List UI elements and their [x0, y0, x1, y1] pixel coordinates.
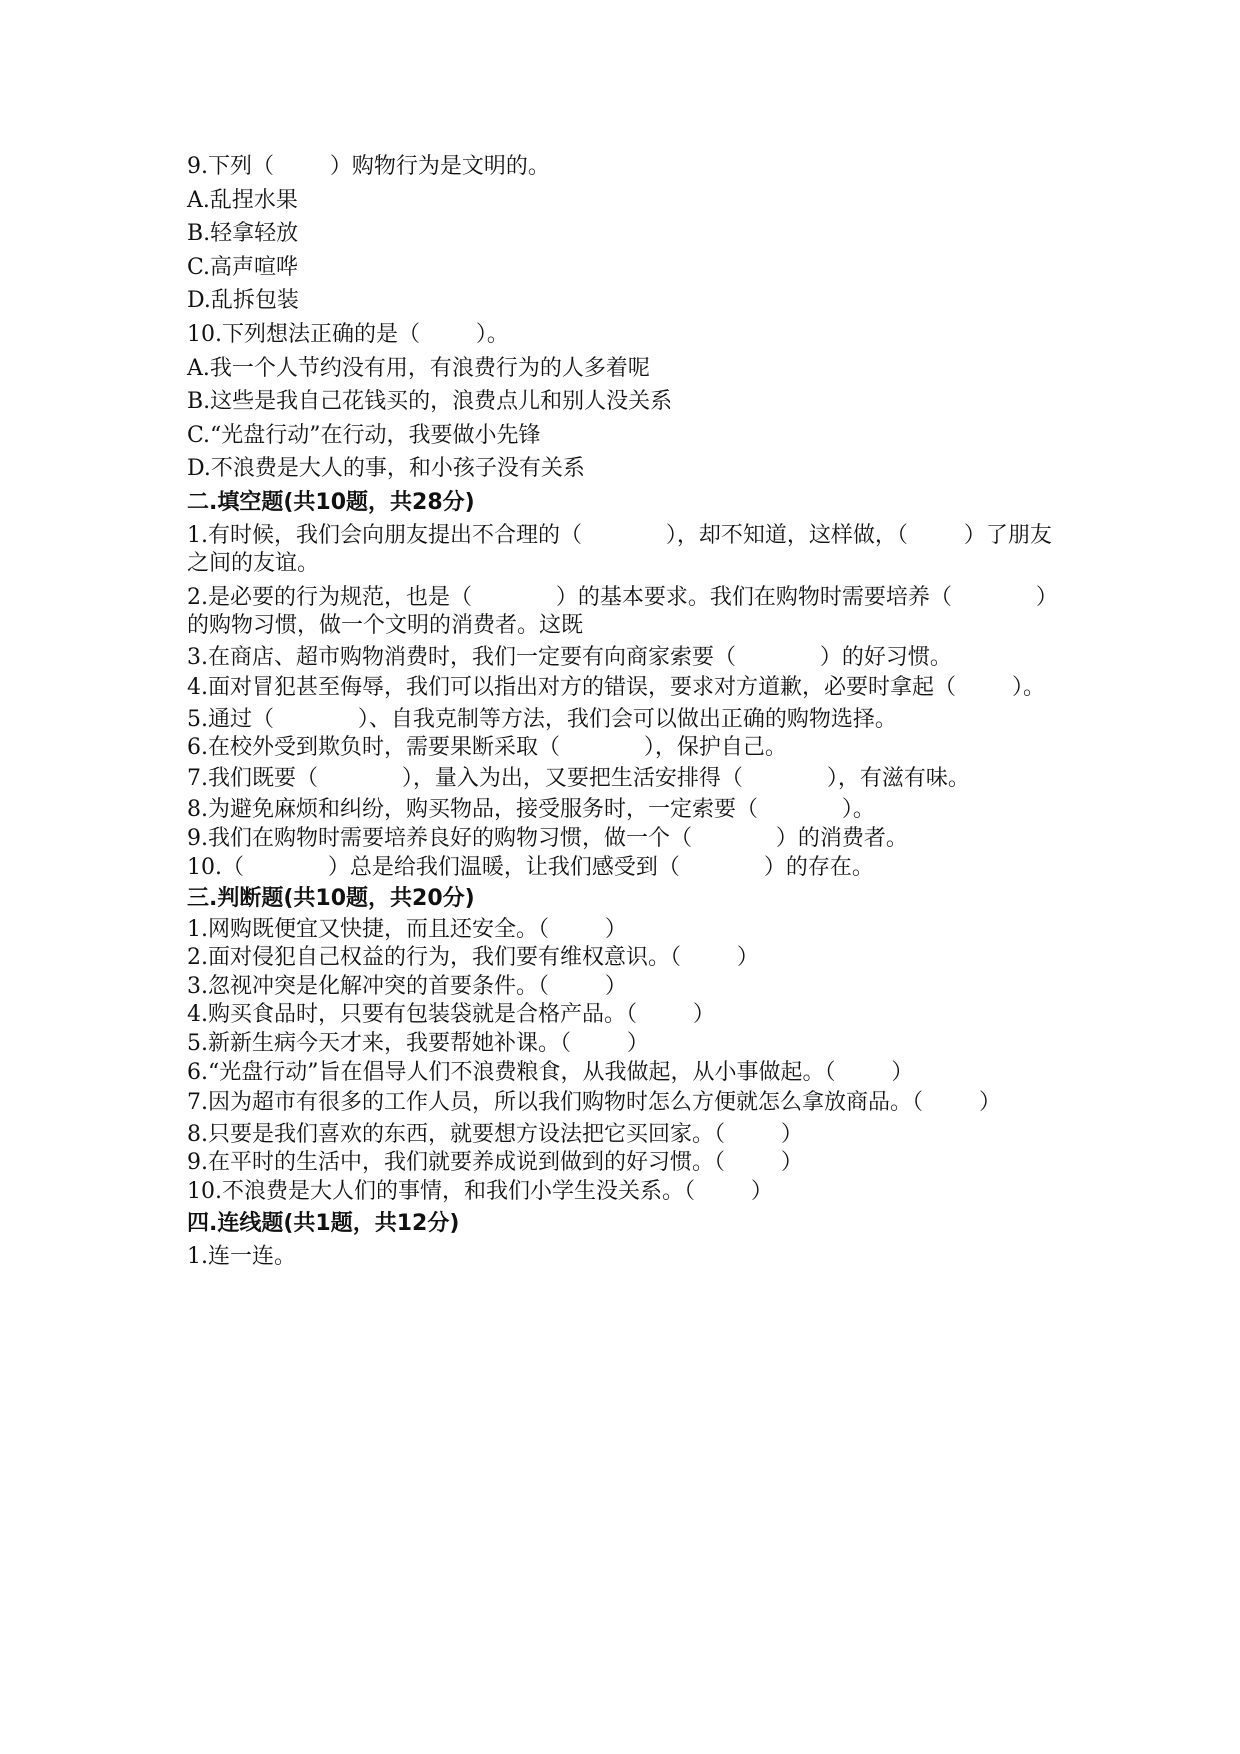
fill-blank-item: 1.有时候，我们会向朋友提出不合理的（ ），却不知道，这样做，（ ）了朋友之间的友谊。 [187, 522, 1052, 577]
section-4-heading: 四.连线题(共1题，共12分) [187, 1210, 460, 1236]
question-9-option-c: C.高声喧哗 [187, 254, 299, 280]
question-9-option-a: A.乱捏水果 [187, 187, 298, 213]
true-false-item: 7.因为超市有很多的工作人员，所以我们购物时怎么方便就怎么拿放商品。（ ） [187, 1090, 1001, 1116]
question-10-option-c: C.“光盘行动”在行动，我要做小先锋 [187, 422, 541, 448]
question-10-option-d: D.不浪费是大人的事，和小孩子没有关系 [187, 456, 585, 482]
question-10-stem: 10.下列想法正确的是（ ）。 [187, 321, 509, 347]
question-9-stem: 9.下列（ ）购物行为是文明的。 [187, 154, 550, 179]
fill-blank-item: 6.在校外受到欺负时，需要果断采取（ ），保护自己。 [187, 735, 787, 761]
fill-blank-item: 3.在商店、超市购物消费时，我们一定要有向商家索要（ ）的好习惯。 [187, 644, 952, 670]
true-false-item: 3.忽视冲突是化解冲突的首要条件。（ ） [187, 973, 627, 999]
fill-blank-item: 8.为避免麻烦和纠纷，购买物品，接受服务时，一定索要（ ）。 [187, 797, 875, 823]
question-9-option-b: B.轻拿轻放 [187, 221, 299, 247]
fill-blank-item: 4.面对冒犯甚至侮辱，我们可以指出对方的错误，要求对方道歉，必要时拿起（ ）。 [187, 675, 1045, 701]
exam-page [187, 150, 1067, 1274]
true-false-item: 4.购买食品时，只要有包装袋就是合格产品。（ ） [187, 1002, 715, 1028]
fill-blank-item: 7.我们既要（ ），量入为出，又要把生活安排得（ ），有滋有味。 [187, 765, 970, 791]
true-false-item: 6.“光盘行动”旨在倡导人们不浪费粮食，从我做起，从小事做起。（ ） [187, 1059, 914, 1085]
question-10-option-b: B.这些是我自己花钱买的，浪费点儿和别人没关系 [187, 389, 673, 415]
question-10-option-a: A.我一个人节约没有用，有浪费行为的人多着呢 [187, 355, 650, 381]
true-false-item: 2.面对侵犯自己权益的行为，我们要有维权意识。（ ） [187, 945, 759, 971]
true-false-item: 5.新新生病今天才来，我要帮她补课。（ ） [187, 1031, 649, 1057]
true-false-item: 10.不浪费是大人们的事情，和我们小学生没关系。（ ） [187, 1178, 773, 1204]
fill-blank-item: 10.（ ）总是给我们温暖，让我们感受到（ ）的存在。 [187, 854, 874, 880]
matching-item: 1.连一连。 [187, 1244, 296, 1270]
true-false-item: 9.在平时的生活中，我们就要养成说到做到的好习惯。（ ） [187, 1150, 803, 1176]
question-9-option-d: D.乱拆包装 [187, 288, 299, 314]
section-3-heading: 三.判断题(共10题，共20分) [187, 886, 475, 912]
fill-blank-item: 2.是必要的行为规范，也是（ ）的基本要求。我们在购物时需要培养（ ）的购物习惯，做一个文明的消费者。这既 [187, 584, 1058, 639]
true-false-item: 1.网购既便宜又快捷，而且还安全。（ ） [187, 916, 627, 942]
true-false-item: 8.只要是我们喜欢的东西，就要想方设法把它买回家。（ ） [187, 1121, 803, 1147]
fill-blank-item: 5.通过（ ）、自我克制等方法，我们会可以做出正确的购物选择。 [187, 706, 897, 732]
fill-blank-item: 9.我们在购物时需要培养良好的购物习惯，做一个（ ）的消费者。 [187, 825, 908, 851]
section-2-heading: 二.填空题(共10题，共28分) [187, 489, 475, 515]
